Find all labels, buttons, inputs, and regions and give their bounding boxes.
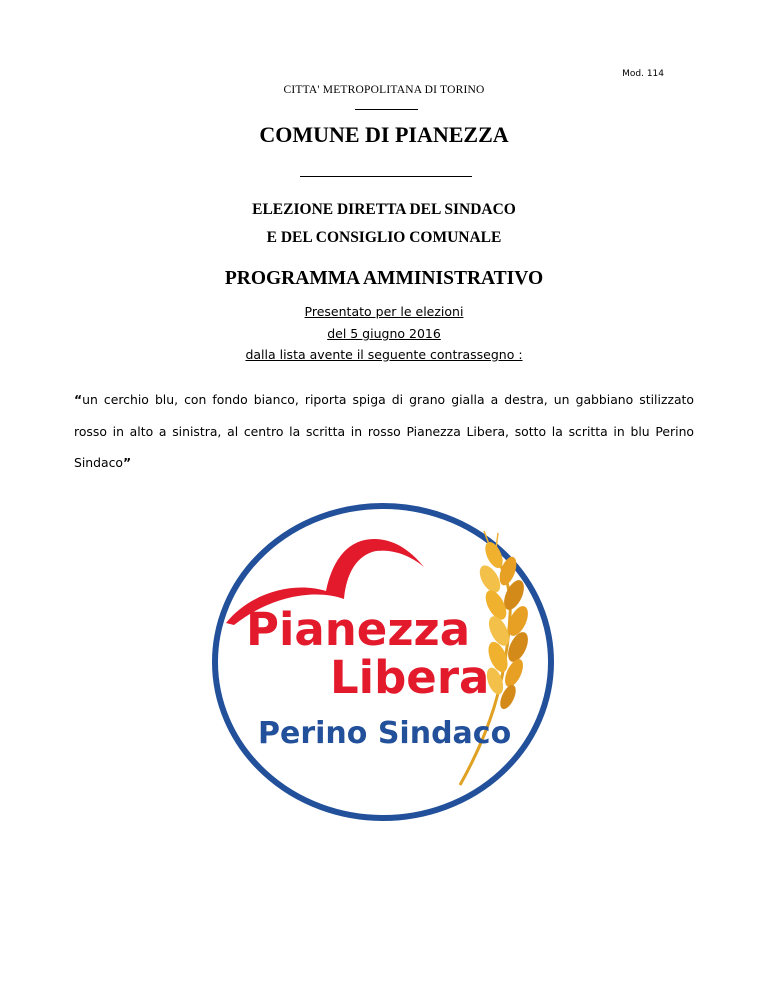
presented-line-3: dalla lista avente il seguente contrassegno : (245, 347, 523, 362)
divider-short (355, 109, 418, 110)
logo-text-pianezza: Pianezza (246, 603, 471, 656)
presented-line-1: Presentato per le elezioni (304, 304, 464, 319)
comune-title: COMUNE DI PIANEZZA (259, 122, 509, 147)
logo-graphic (198, 495, 568, 825)
symbol-description (74, 384, 694, 479)
open-quote: “ (74, 392, 83, 407)
logo-text-perino-sindaco: Perino Sindaco (258, 716, 512, 751)
model-number: Mod. 114 (622, 69, 664, 79)
presented-line-2: del 5 giugno 2016 (327, 326, 441, 341)
programma-title: PROGRAMMA AMMINISTRATIVO (224, 268, 544, 289)
logo-text-libera: Libera (330, 651, 490, 704)
close-quote: ” (123, 455, 132, 470)
divider-long (300, 176, 472, 177)
description-text: un cerchio blu, con fondo bianco, riporta spiga di grano gialla a destra, un gabbiano stilizzato rosso in alto a sinistra, al centro la scritta in rosso Pianezza Libera, sotto la scritta in blu Perino Sindaco (74, 392, 694, 470)
party-logo (198, 495, 568, 825)
election-line-1: ELEZIONE DIRETTA DEL SINDACO (252, 201, 516, 218)
city-name: CITTA' METROPOLITANA DI TORINO (283, 84, 485, 96)
election-line-2: E DEL CONSIGLIO COMUNALE (266, 229, 502, 246)
election-heading (0, 196, 768, 252)
